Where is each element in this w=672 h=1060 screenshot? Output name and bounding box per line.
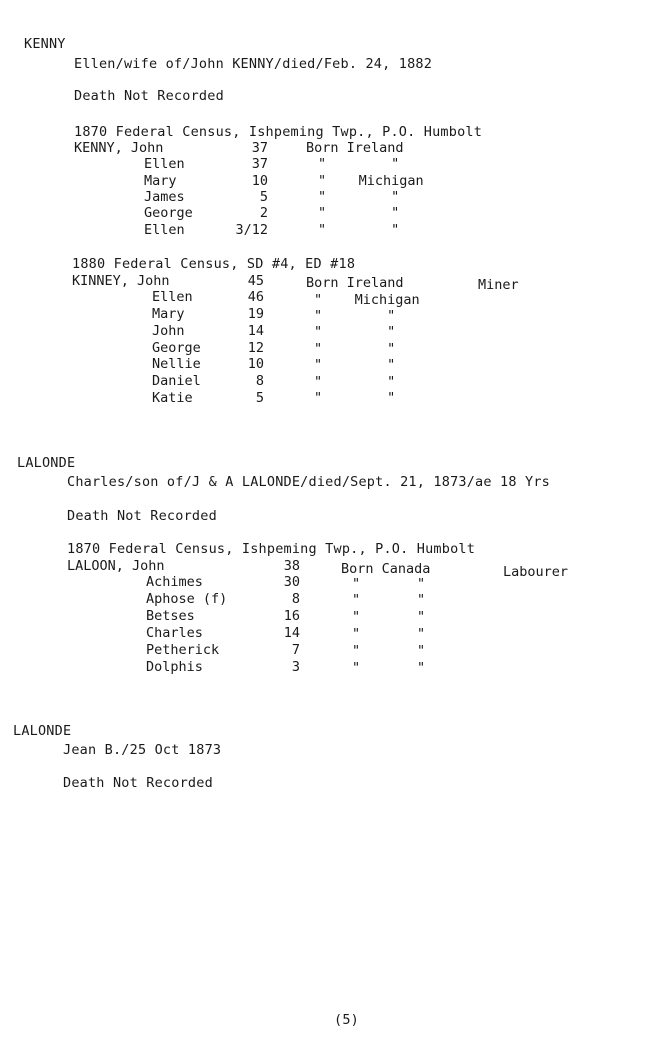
- entry-summary: Ellen/wife of/John KENNY/died/Feb. 24, 1882: [74, 56, 433, 72]
- census-age: 8: [255, 373, 264, 389]
- census-birthplace: " ": [352, 626, 426, 642]
- census-birthplace: " Michigan: [318, 173, 424, 189]
- census-age: 16: [283, 608, 300, 624]
- census-birthplace: " ": [352, 643, 426, 659]
- census-age: 3/12: [235, 222, 268, 238]
- census-name: Nellie: [152, 356, 201, 372]
- census-heading: 1870 Federal Census, Ishpeming Twp., P.O. Humbolt: [74, 124, 483, 140]
- census-name: KINNEY, John: [72, 273, 170, 289]
- census-name: Betses: [146, 608, 195, 624]
- death-record-note: Death Not Recorded: [67, 508, 217, 524]
- census-name: Petherick: [146, 642, 220, 658]
- census-birthplace: " ": [314, 324, 396, 340]
- census-age: 10: [247, 356, 264, 372]
- census-name: Achimes: [146, 574, 203, 590]
- census-age: 5: [259, 189, 268, 205]
- census-occupation: Miner: [478, 277, 519, 293]
- census-heading: 1870 Federal Census, Ishpeming Twp., P.O. Humbolt: [67, 541, 476, 557]
- census-birthplace: Born Ireland: [306, 275, 404, 291]
- census-birthplace: " Michigan: [314, 292, 420, 308]
- census-age: 3: [291, 659, 300, 675]
- census-name: KENNY, John: [74, 140, 164, 156]
- census-birthplace: Born Canada: [341, 561, 431, 577]
- death-record-note: Death Not Recorded: [63, 775, 213, 791]
- census-name: Ellen: [144, 156, 185, 172]
- census-birthplace: " ": [352, 660, 426, 676]
- census-name: Mary: [144, 173, 177, 189]
- census-birthplace: " ": [318, 156, 400, 172]
- census-age: 37: [251, 140, 268, 156]
- census-age: 7: [291, 642, 300, 658]
- census-name: Ellen: [152, 289, 193, 305]
- entry-surname: LALONDE: [13, 723, 72, 739]
- census-heading: 1880 Federal Census, SD #4, ED #18: [72, 256, 356, 272]
- census-name: LALOON, John: [67, 558, 165, 574]
- census-name: John: [152, 323, 185, 339]
- census-age: 2: [259, 205, 268, 221]
- census-name: James: [144, 189, 185, 205]
- census-name: Daniel: [152, 373, 201, 389]
- census-birthplace: " ": [314, 308, 396, 324]
- death-record-note: Death Not Recorded: [74, 88, 224, 104]
- census-age: 8: [291, 591, 300, 607]
- census-name: Ellen: [144, 222, 185, 238]
- page-number: (5): [334, 1012, 359, 1028]
- census-birthplace: " ": [318, 222, 400, 238]
- census-name: Dolphis: [146, 659, 203, 675]
- census-name: George: [144, 205, 193, 221]
- census-birthplace: Born Ireland: [306, 140, 404, 156]
- census-birthplace: " ": [314, 374, 396, 390]
- census-name: Aphose (f): [146, 591, 228, 607]
- census-age: 14: [283, 625, 300, 641]
- census-birthplace: " ": [352, 592, 426, 608]
- census-age: 12: [247, 340, 264, 356]
- census-age: 14: [247, 323, 264, 339]
- census-age: 37: [251, 156, 268, 172]
- census-age: 19: [247, 306, 264, 322]
- census-occupation: Labourer: [503, 564, 569, 580]
- entry-summary: Jean B./25 Oct 1873: [63, 742, 222, 758]
- census-age: 30: [283, 574, 300, 590]
- census-name: Katie: [152, 390, 193, 406]
- census-birthplace: " ": [314, 390, 396, 406]
- census-birthplace: " ": [318, 189, 400, 205]
- census-age: 10: [251, 173, 268, 189]
- census-birthplace: " ": [318, 205, 400, 221]
- census-age: 45: [247, 273, 264, 289]
- entry-surname: KENNY: [24, 36, 66, 52]
- census-birthplace: " ": [352, 609, 426, 625]
- census-age: 46: [247, 289, 264, 305]
- census-age: 38: [283, 558, 300, 574]
- census-name: George: [152, 340, 201, 356]
- census-age: 5: [255, 390, 264, 406]
- census-birthplace: " ": [352, 576, 426, 592]
- census-name: Charles: [146, 625, 203, 641]
- census-name: Mary: [152, 306, 185, 322]
- entry-surname: LALONDE: [17, 455, 76, 471]
- census-birthplace: " ": [314, 357, 396, 373]
- entry-summary: Charles/son of/J & A LALONDE/died/Sept. 21, 1873/ae 18 Yrs: [67, 474, 551, 490]
- census-birthplace: " ": [314, 341, 396, 357]
